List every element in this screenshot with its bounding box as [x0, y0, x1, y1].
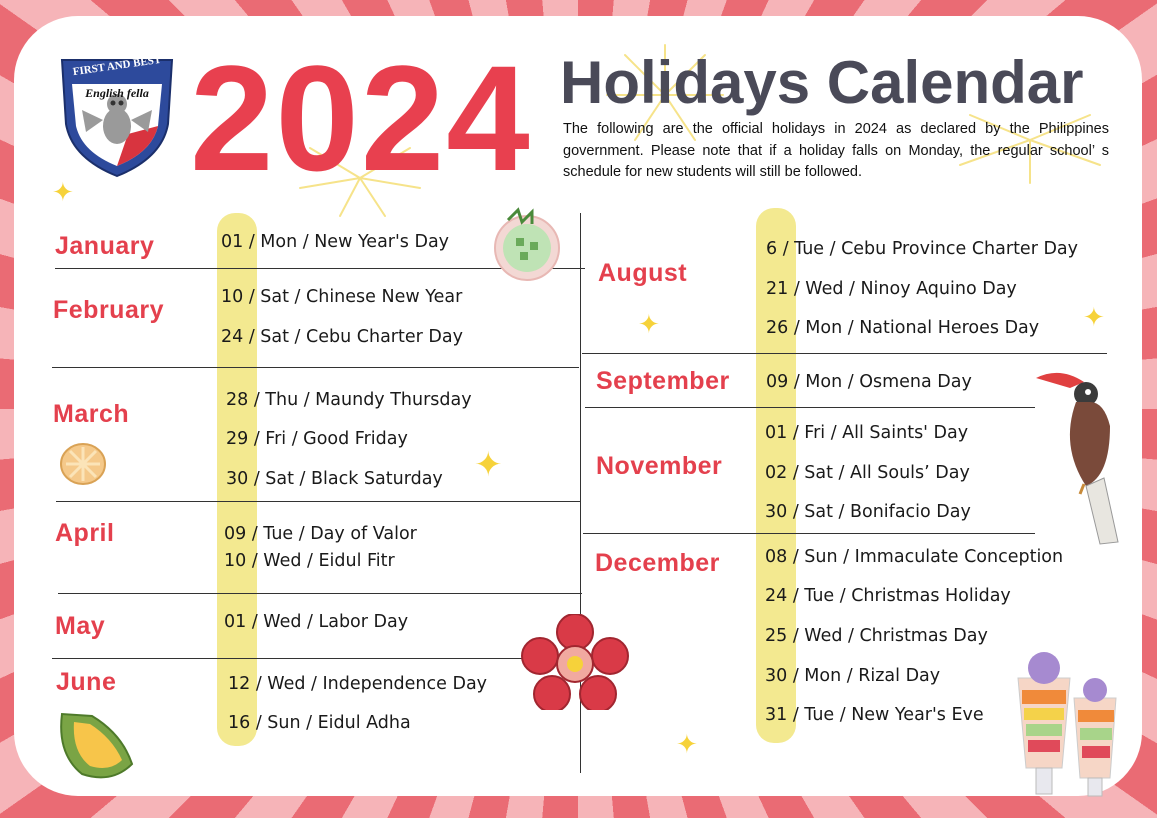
month-december: December	[595, 549, 720, 577]
holiday-entry: 09 / Mon / Osmena Day	[766, 372, 972, 392]
divider	[582, 353, 1107, 354]
month-march: March	[53, 400, 130, 428]
divider	[52, 658, 530, 659]
month-june: June	[56, 668, 117, 696]
holiday-entry: 09 / Tue / Day of Valor	[224, 524, 417, 544]
holiday-entry: 25 / Wed / Christmas Day	[765, 626, 988, 646]
holiday-entry: 16 / Sun / Eidul Adha	[228, 713, 411, 733]
sparkle-icon: ✦	[474, 445, 503, 485]
holiday-entry: 28 / Thu / Maundy Thursday	[226, 390, 472, 410]
holiday-entry: 01 / Mon / New Year's Day	[221, 232, 450, 252]
month-january: January	[55, 232, 155, 260]
holiday-entry: 30 / Sat / Bonifacio Day	[765, 502, 971, 522]
holiday-entry: 29 / Fri / Good Friday	[226, 429, 408, 449]
year-heading: 2024	[190, 34, 532, 202]
divider	[583, 533, 1035, 534]
intro-paragraph: The following are the official holidays in 2024 as declared by the Philippines government. Please note that if a holiday falls on Monday, the regular school’ s schedule for new students will still be followed.	[563, 121, 1109, 180]
logo-text-top: FIRST AND BEST	[72, 53, 162, 79]
divider	[585, 407, 1035, 408]
divider	[52, 367, 579, 368]
dessert-bowl-icon	[488, 206, 566, 282]
holiday-entry: 10 / Wed / Eidul Fitr	[224, 551, 395, 571]
holiday-entry: 30 / Sat / Black Saturday	[226, 469, 443, 489]
durian-icon	[52, 704, 138, 782]
month-may: May	[55, 612, 106, 640]
divider	[58, 593, 582, 594]
sparkle-icon: ✦	[1083, 303, 1105, 333]
divider	[56, 501, 580, 502]
holiday-entry: 12 / Wed / Independence Day	[228, 674, 488, 694]
holiday-entry: 26 / Mon / National Heroes Day	[766, 318, 1040, 338]
logo-text-script: English fella	[85, 86, 149, 100]
holiday-entry: 6 / Tue / Cebu Province Charter Day	[766, 239, 1079, 259]
month-august: August	[598, 259, 688, 287]
hornbill-bird-icon	[1030, 366, 1130, 546]
holiday-entry: 02 / Sat / All Souls’ Day	[765, 463, 970, 483]
holiday-entry: 01 / Wed / Labor Day	[224, 612, 409, 632]
page-title: Holidays Calendar	[560, 49, 1084, 116]
sparkle-icon: ✦	[676, 730, 698, 760]
holiday-entry: 21 / Wed / Ninoy Aquino Day	[766, 279, 1017, 299]
month-february: February	[53, 296, 164, 324]
holiday-entry: 24 / Sat / Cebu Charter Day	[221, 327, 463, 347]
holiday-entry: 24 / Tue / Christmas Holiday	[765, 586, 1011, 606]
month-november: November	[596, 452, 723, 480]
holiday-entry: 01 / Fri / All Saints' Day	[765, 423, 969, 443]
holiday-entry: 31 / Tue / New Year's Eve	[765, 705, 984, 725]
month-april: April	[55, 519, 115, 547]
sparkle-icon: ✦	[52, 178, 74, 208]
sparkle-icon: ✦	[638, 310, 660, 340]
holiday-entry: 08 / Sun / Immaculate Conception	[765, 547, 1064, 567]
holiday-entry: 10 / Sat / Chinese New Year	[221, 287, 463, 307]
rafflesia-flower-icon	[520, 614, 630, 710]
month-september: September	[596, 367, 730, 395]
holiday-entry: 30 / Mon / Rizal Day	[765, 666, 941, 686]
mangosteen-icon	[58, 441, 108, 487]
halo-halo-dessert-icon	[1012, 650, 1124, 800]
